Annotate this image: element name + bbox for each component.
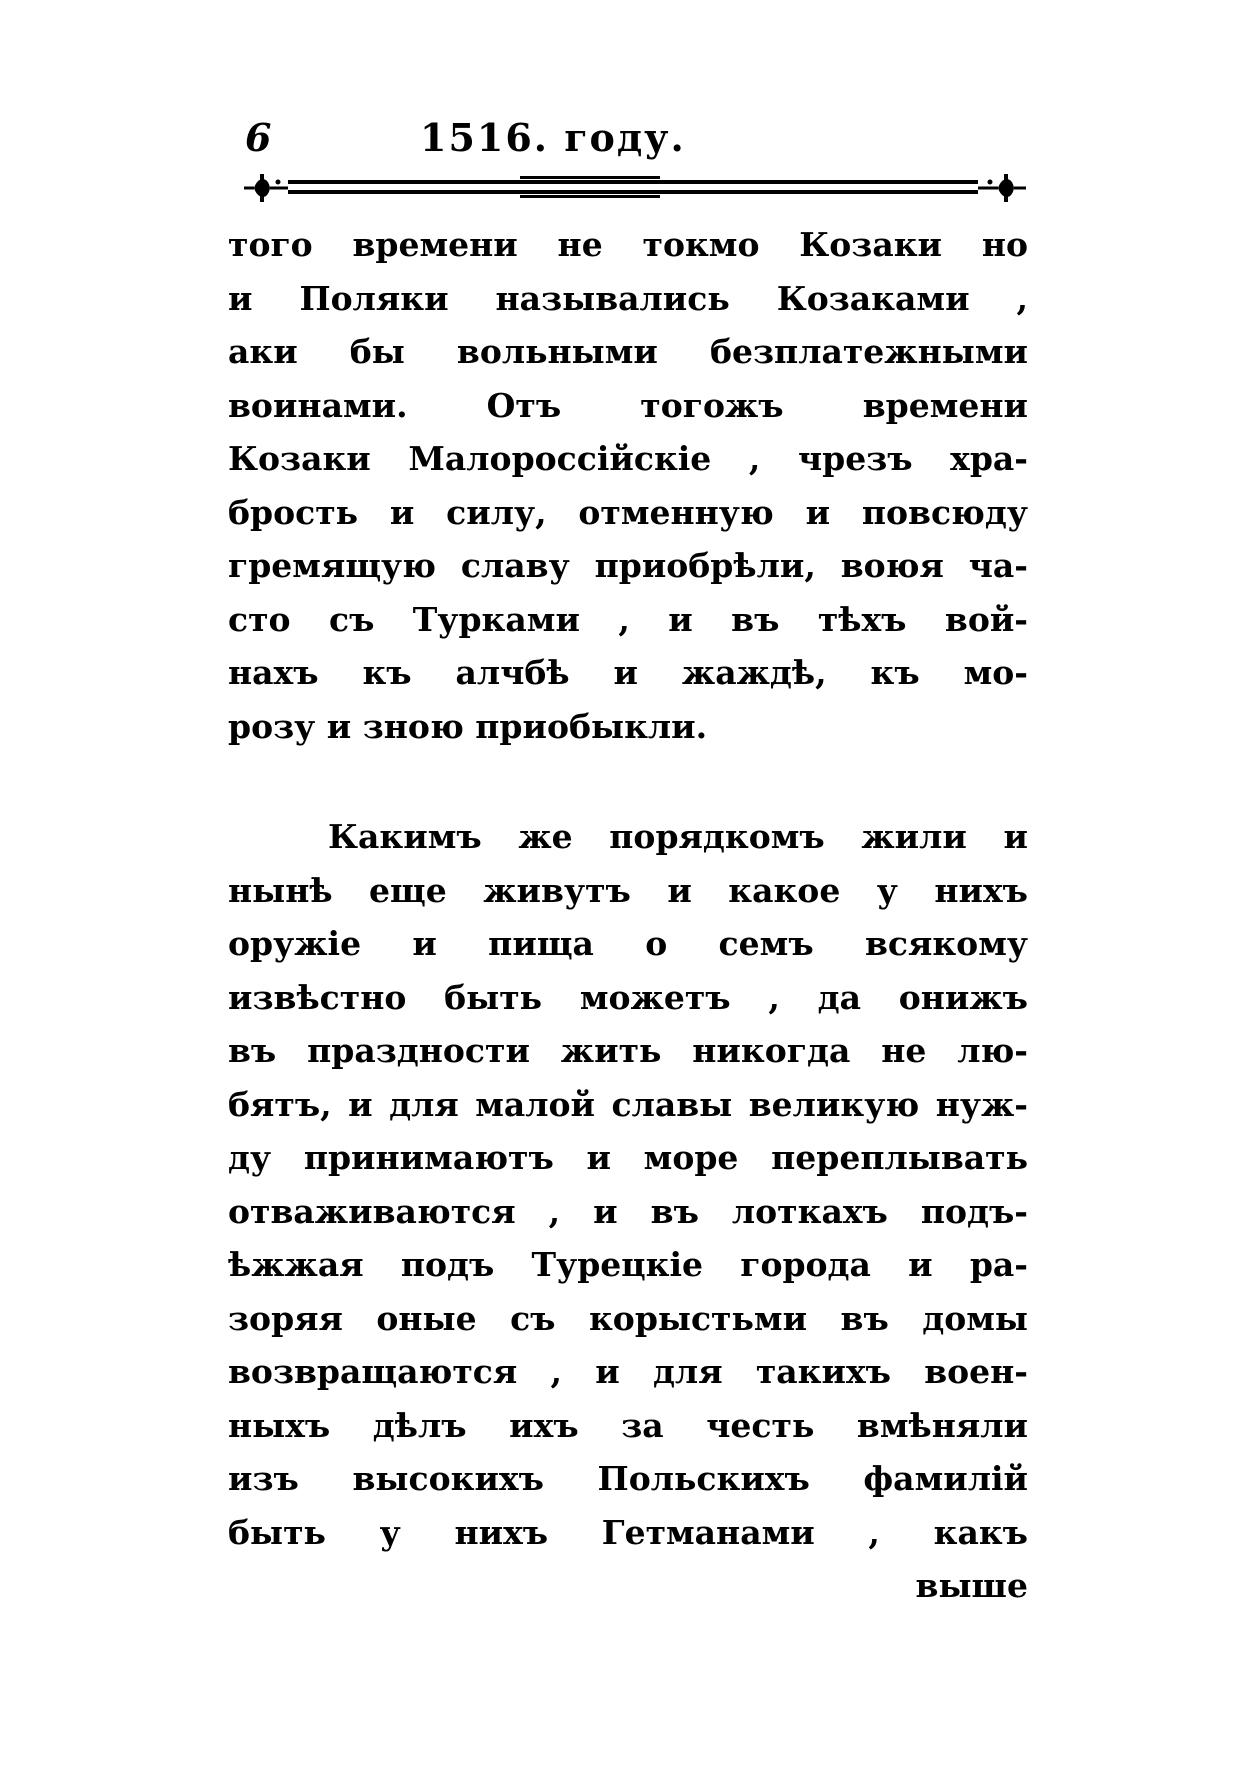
catchword: выше xyxy=(915,1566,1028,1605)
text-line: гремящую славу приобрѣли, воюя ча- xyxy=(228,546,1028,585)
text-line: брость и силу, отменную и повсюду xyxy=(228,492,1028,532)
header-ornament-rule xyxy=(240,168,1030,208)
paragraph-1 xyxy=(228,218,1028,753)
text-line: зоряя оные съ корыстьми въ домы xyxy=(228,1298,1028,1338)
text-line: бятъ, и для малой славы великую нуж- xyxy=(228,1084,1028,1124)
text-line: ныхъ дѣлъ ихъ за честь вмѣняли xyxy=(228,1405,1028,1445)
text-line: возвращаются , и для такихъ воен- xyxy=(228,1352,1028,1391)
text-line: извѣстно быть можетъ , да онижъ xyxy=(228,977,1028,1017)
text-line: нахъ къ алчбѣ и жаждѣ, къ мо- xyxy=(228,653,1028,692)
text-line: отваживаются , и въ лоткахъ подъ- xyxy=(228,1191,1028,1231)
text-line: нынѣ еще живутъ и какое у нихъ xyxy=(228,870,1028,910)
text-line: сто съ Турками , и въ тѣхъ вой- xyxy=(228,599,1028,639)
text-line: быть у нихъ Гетманами , какъ xyxy=(228,1512,1028,1552)
double-rule xyxy=(288,176,978,198)
text-line: аки бы вольными безплатежными xyxy=(228,332,1028,371)
text-line: и Поляки назывались Козаками , xyxy=(228,278,1028,318)
right-fleuron-icon xyxy=(978,174,1026,202)
text-line: оружiе и пища о семъ всякому xyxy=(228,924,1028,963)
text-line: Козаки Малороссiйскiе , чрезъ хра- xyxy=(228,439,1028,478)
text-line: въ праздности жить никогда не лю- xyxy=(228,1031,1028,1070)
left-fleuron-icon xyxy=(244,174,288,202)
text-line: ѣжжая подъ Турецкiе города и ра- xyxy=(228,1245,1028,1284)
running-title: 1516. году. xyxy=(420,115,686,160)
page-number: 6 xyxy=(245,115,272,160)
text-line: Какимъ же порядкомъ жили и xyxy=(328,817,1028,856)
text-line: розу и зною приобыкли. xyxy=(228,706,708,746)
text-line: воинами. Отъ тогожъ времени xyxy=(228,385,1028,425)
text-line: ду принимаютъ и море переплывать xyxy=(228,1138,1028,1177)
running-head xyxy=(245,108,1025,168)
text-line: того времени не токмо Козаки но xyxy=(228,225,1028,264)
text-line: изъ высокихъ Польскихъ фамилiй xyxy=(228,1459,1028,1498)
paragraph-2 xyxy=(228,810,1028,1613)
